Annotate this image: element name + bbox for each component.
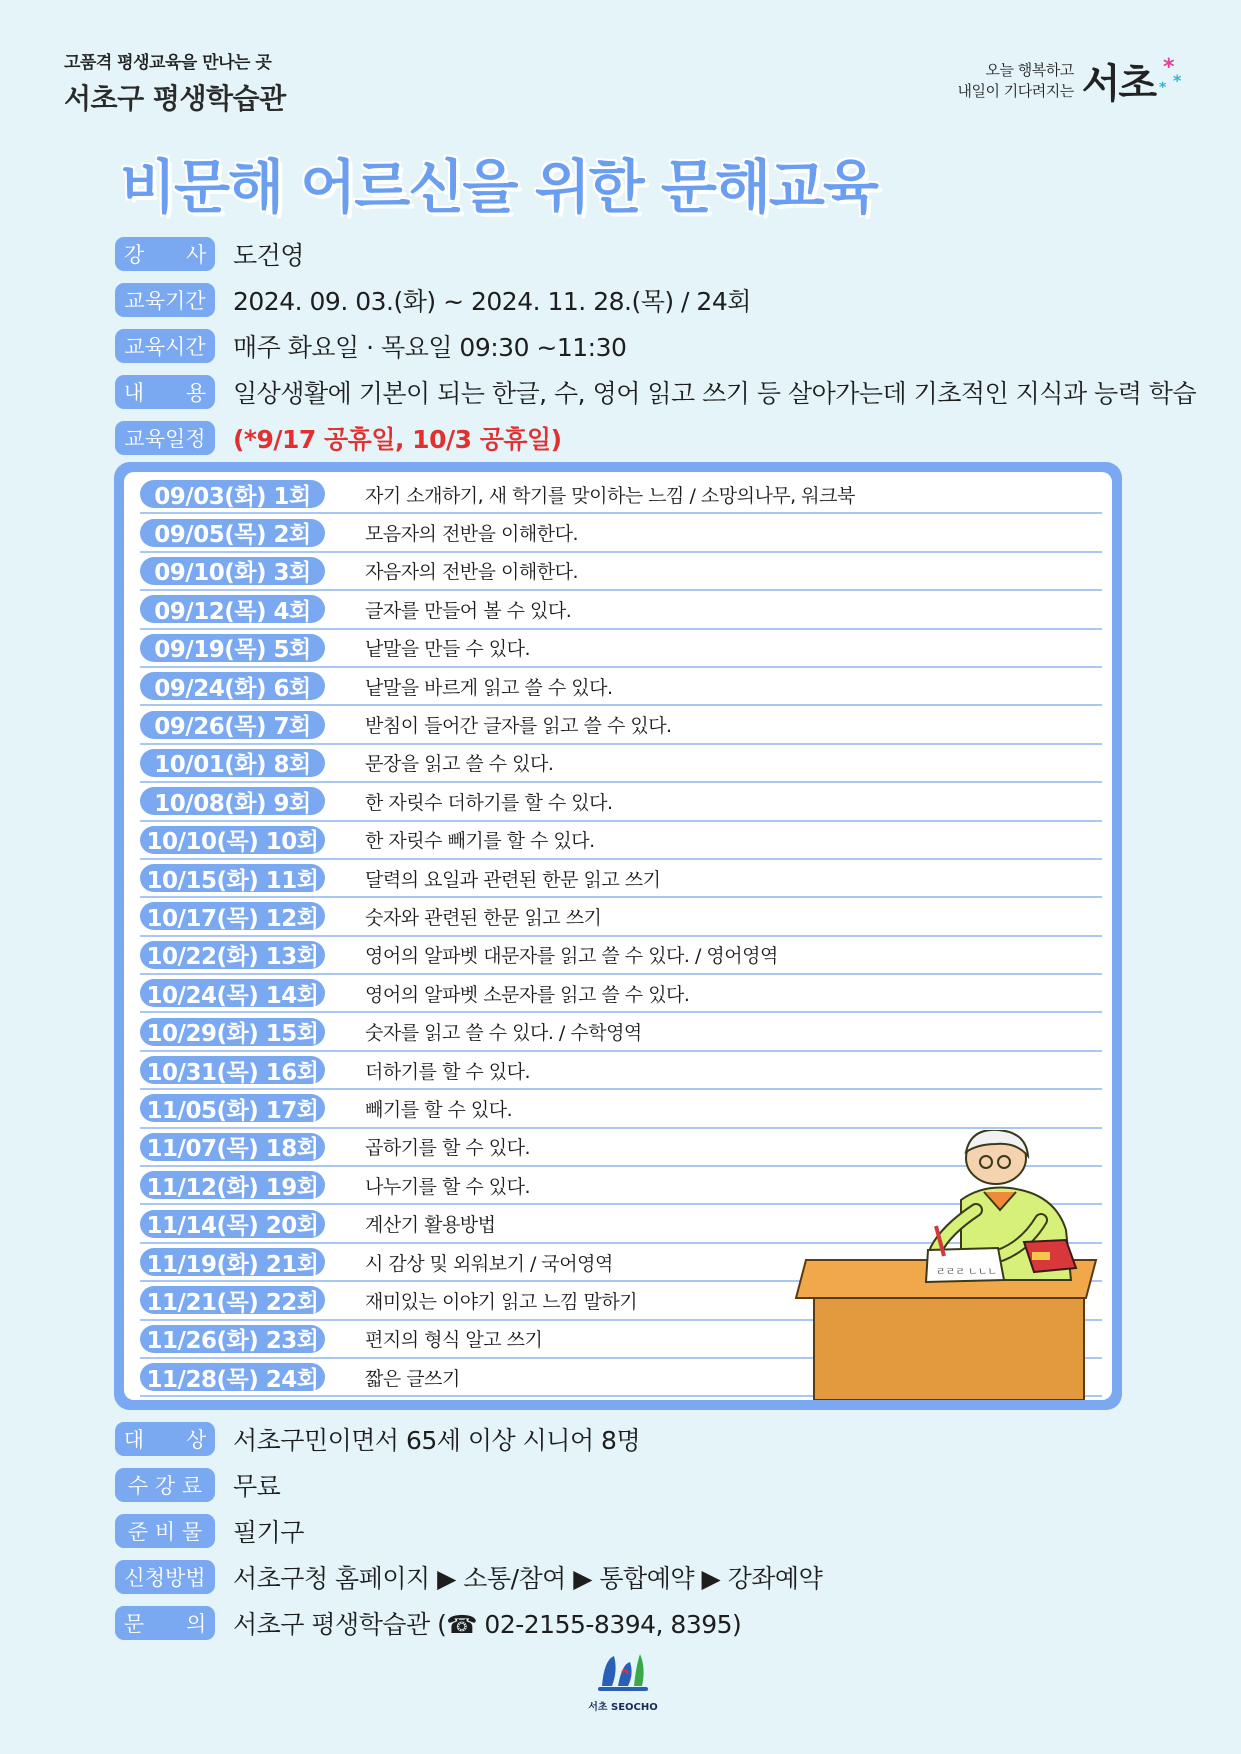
info-label: 수 강 료 [115, 1468, 215, 1502]
session-badge: 09/03(화) 1회 [140, 480, 325, 508]
session-content: 영어의 알파벳 대문자를 읽고 쓸 수 있다. / 영어영역 [365, 945, 778, 968]
session-content: 계산기 활용방법 [365, 1214, 496, 1237]
schedule-row [140, 860, 1102, 898]
info-row-apply [115, 1554, 822, 1600]
session-badge: 10/31(목) 16회 [140, 1056, 325, 1084]
session-badge: 09/12(목) 4회 [140, 595, 325, 623]
session-content: 재미있는 이야기 읽고 느낌 말하기 [365, 1290, 638, 1313]
session-badge: 10/29(화) 15회 [140, 1018, 325, 1046]
info-label: 강 사 [115, 237, 215, 271]
info-value: 도건영 [233, 241, 304, 270]
session-badge: 11/19(화) 21회 [140, 1248, 325, 1276]
session-content: 숫자를 읽고 쓸 수 있다. / 수학영역 [365, 1022, 642, 1045]
info-label: 대 상 [115, 1422, 215, 1456]
info-label: 교육기간 [115, 283, 215, 317]
page-title: 비문해 어르신을 위한 문해교육 [120, 153, 877, 221]
session-content: 더하기를 할 수 있다. [365, 1060, 530, 1083]
schedule-row [140, 1052, 1102, 1090]
info-list-top [115, 231, 1196, 461]
schedule-row [140, 476, 1102, 514]
session-badge: 11/28(목) 24회 [140, 1363, 325, 1391]
session-badge: 11/12(화) 19회 [140, 1171, 325, 1199]
session-content: 달력의 요일과 관련된 한문 읽고 쓰기 [365, 868, 661, 891]
schedule-list [124, 472, 1112, 1400]
slogan-line-2: 내일이 기다려지는 [957, 81, 1074, 100]
info-value: 필기구 [233, 1518, 304, 1547]
info-label: 교육시간 [115, 329, 215, 363]
session-content: 낱말을 만들 수 있다. [365, 638, 530, 661]
session-badge: 10/17(목) 12회 [140, 902, 325, 930]
sparkle-icon: * * * [1159, 54, 1182, 96]
session-badge: 09/05(목) 2회 [140, 519, 325, 547]
session-badge: 09/24(화) 6회 [140, 672, 325, 700]
slogan-line-1: 오늘 행복하고 [985, 60, 1074, 79]
session-badge: 10/22(화) 13회 [140, 941, 325, 969]
session-badge: 09/19(목) 5회 [140, 634, 325, 662]
session-content: 숫자와 관련된 한문 읽고 쓰기 [365, 906, 602, 929]
info-row-period [115, 277, 1196, 323]
session-content: 문장을 읽고 쓸 수 있다. [365, 753, 554, 776]
schedule-row [140, 1090, 1102, 1128]
schedule-row [140, 668, 1102, 706]
session-badge: 10/15(화) 11회 [140, 864, 325, 892]
holiday-note: (*9/17 공휴일, 10/3 공휴일) [233, 425, 562, 454]
info-value: 일상생활에 기본이 되는 한글, 수, 영어 읽고 쓰기 등 살아가는데 기초적인 지식과 능력 학습 [233, 379, 1197, 408]
schedule-row [140, 745, 1102, 783]
schedule-row [140, 937, 1102, 975]
schedule-row [140, 514, 1102, 552]
session-badge: 11/21(목) 22회 [140, 1286, 325, 1314]
seocho-slogan-logo [958, 52, 1187, 109]
session-content: 짧은 글쓰기 [365, 1367, 460, 1390]
info-label: 준 비 물 [115, 1514, 215, 1548]
info-row-target [115, 1416, 822, 1462]
session-badge: 09/10(화) 3회 [140, 557, 325, 585]
seocho-logo-icon [596, 1650, 650, 1692]
org-name: 서초구 평생학습관 [64, 82, 286, 115]
schedule-row [140, 975, 1102, 1013]
senior-writing-illustration [786, 1130, 1112, 1400]
info-label: 내 용 [115, 375, 215, 409]
info-value: 서초구청 홈페이지 ▶ 소통/참여 ▶ 통합예약 ▶ 강좌예약 [233, 1564, 823, 1593]
info-label: 문 의 [115, 1606, 215, 1640]
info-row-time [115, 323, 1196, 369]
session-content: 시 감상 및 외워보기 / 국어영역 [365, 1252, 613, 1275]
session-badge: 10/01(화) 8회 [140, 749, 325, 777]
session-content: 나누기를 할 수 있다. [365, 1175, 530, 1198]
session-badge: 09/26(목) 7회 [140, 711, 325, 739]
schedule-row [140, 706, 1102, 744]
session-content: 한 자릿수 더하기를 할 수 있다. [365, 791, 613, 814]
session-content: 자음자의 전반을 이해한다. [365, 561, 579, 584]
info-row-supplies [115, 1508, 822, 1554]
session-content: 영어의 알파벳 소문자를 읽고 쓸 수 있다. [365, 983, 690, 1006]
session-content: 받침이 들어간 글자를 읽고 쓸 수 있다. [365, 715, 672, 738]
session-content: 편지의 형식 알고 쓰기 [365, 1329, 543, 1352]
info-row-schedule [115, 415, 1196, 461]
session-content: 모음자의 전반을 이해한다. [365, 523, 579, 546]
info-row-contact [115, 1600, 822, 1646]
schedule-row [140, 553, 1102, 591]
info-value: 서초구 평생학습관 (☎ 02-2155-8394, 8395) [233, 1610, 742, 1639]
info-row-fee [115, 1462, 822, 1508]
info-value: 무료 [233, 1472, 281, 1501]
session-content: 낱말을 바르게 읽고 쓸 수 있다. [365, 676, 613, 699]
schedule-row [140, 591, 1102, 629]
info-list-bottom [115, 1416, 822, 1646]
schedule-row [140, 630, 1102, 668]
seocho-footer-logo [586, 1650, 660, 1713]
session-badge: 11/07(목) 18회 [140, 1133, 325, 1161]
info-value: 2024. 09. 03.(화) ~ 2024. 11. 28.(목) / 24회 [233, 287, 751, 316]
info-label: 신청방법 [115, 1560, 215, 1594]
schedule-row [140, 783, 1102, 821]
session-content: 곱하기를 할 수 있다. [365, 1137, 530, 1160]
tagline: 고품격 평생교육을 만나는 곳 [64, 53, 272, 73]
session-badge: 10/08(화) 9회 [140, 787, 325, 815]
session-content: 글자를 만들어 볼 수 있다. [365, 599, 572, 622]
session-content: 한 자릿수 빼기를 할 수 있다. [365, 830, 595, 853]
info-value: 매주 화요일 · 목요일 09:30 ~11:30 [233, 333, 627, 362]
footer-logo-text: 서초 SEOCHO [588, 1702, 658, 1713]
session-badge: 11/14(목) 20회 [140, 1210, 325, 1238]
schedule-row [140, 898, 1102, 936]
session-badge: 11/26(화) 23회 [140, 1325, 325, 1353]
session-badge: 10/10(목) 10회 [140, 826, 325, 854]
info-row-instructor [115, 231, 1196, 277]
schedule-table [114, 462, 1122, 1410]
header-left [64, 48, 286, 117]
session-content: 빼기를 할 수 있다. [365, 1098, 513, 1121]
slogan-brand: 서초 [1081, 61, 1155, 107]
session-badge: 11/05(화) 17회 [140, 1094, 325, 1122]
schedule-row [140, 1013, 1102, 1051]
session-badge: 10/24(목) 14회 [140, 979, 325, 1007]
svg-text:ㄹㄹㄹ ㄴㄴㄴ: ㄹㄹㄹ ㄴㄴㄴ [936, 1267, 998, 1278]
info-row-content [115, 369, 1196, 415]
info-value: 서초구민이면서 65세 이상 시니어 8명 [233, 1426, 641, 1455]
schedule-row [140, 822, 1102, 860]
slogan-text [958, 60, 1074, 102]
session-content: 자기 소개하기, 새 학기를 맞이하는 느낌 / 소망의나무, 워크북 [365, 484, 855, 507]
info-label: 교육일정 [115, 421, 215, 455]
